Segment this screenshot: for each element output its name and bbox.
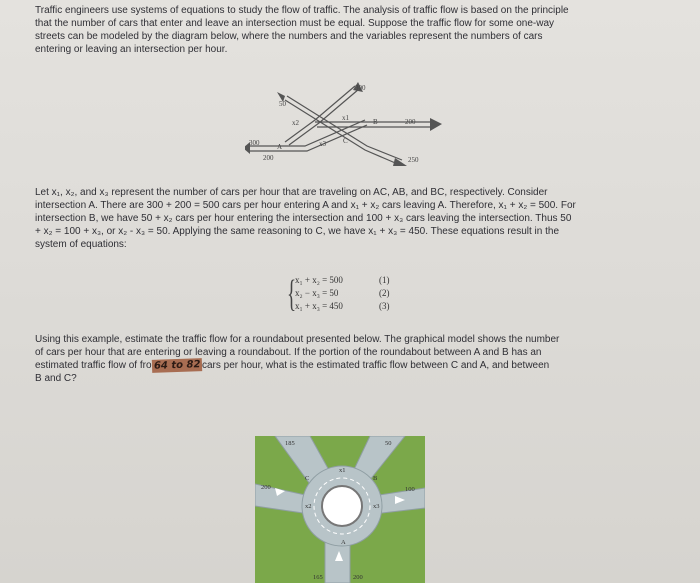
label-200-bottom-roundabout: 200 <box>353 574 363 581</box>
label-x2-roundabout: x2 <box>305 503 312 510</box>
question-line-2: of cars per hour that are entering or leaving a roundabout. If the portion of the roundabout between A and B has an <box>35 347 542 358</box>
explanation-line-1: Let x₁, x₂, and x₃ represent the number of cars per hour that are traveling on AC, AB, and BC, respectively. Consider <box>35 187 548 198</box>
label-x1-roundabout: x1 <box>339 467 346 474</box>
equation-3: x₁ + x₃ = 450 <box>295 301 343 311</box>
equation-1: x₁ + x₂ = 500 <box>295 275 343 285</box>
label-B-roundabout: B <box>373 475 378 482</box>
handwritten-annotation: 64 to 82 <box>151 358 202 373</box>
label-250: 250 <box>408 156 419 164</box>
question-line-3-end: cars per hour, what is the estimated traffic flow between C and A, and between <box>201 360 550 371</box>
label-B: B <box>373 118 378 126</box>
explanation-paragraph <box>35 186 655 251</box>
label-50-roundabout: 50 <box>385 440 392 447</box>
question-paragraph <box>35 333 660 385</box>
intro-line-4: entering or leaving an intersection per hour. <box>35 44 228 55</box>
label-200-left: 200 <box>261 484 271 491</box>
label-300-top: 300 <box>355 84 366 92</box>
explanation-line-3: intersection B, we have 50 + x₂ cars per hour entering the intersection and 100 + x₃ cars leaving the intersection. Thus 50 <box>35 213 572 224</box>
explanation-line-5: system of equations: <box>35 239 127 250</box>
label-100: 100 <box>405 486 415 493</box>
intersection-diagram <box>245 80 445 168</box>
equation-1-number: (1) <box>379 275 390 285</box>
roundabout-diagram <box>255 436 425 583</box>
equation-3-number: (3) <box>379 301 390 311</box>
roundabout-center <box>322 486 362 526</box>
label-x3: x3 <box>319 140 326 148</box>
label-C: C <box>343 137 348 145</box>
label-x1: x1 <box>342 114 349 122</box>
label-200-bottom: 200 <box>263 154 274 162</box>
explanation-line-2: intersection A. There are 300 + 200 = 500 cars per hour entering A and x₁ + x₂ cars leaving A. Therefore, x₁ + x₂ = 500. For <box>35 200 576 211</box>
intro-line-2: that the number of cars that enter and leave an intersection must be equal. Suppose the traffic flow for some one-way <box>35 18 554 29</box>
label-50: 50 <box>279 100 286 108</box>
label-C-roundabout: C <box>305 475 310 482</box>
label-200-right: 200 <box>405 118 416 126</box>
road-upper-left-diagonal <box>285 100 400 165</box>
equation-system <box>287 274 417 316</box>
intro-line-3: streets can be modeled by the diagram below, where the numbers and the variables represent the numbers of cars <box>35 31 543 42</box>
question-line-1: Using this example, estimate the traffic flow for a roundabout presented below. The graphical model shows the number <box>35 334 560 345</box>
label-x3-roundabout: x3 <box>373 503 380 510</box>
question-line-3 <box>35 359 660 372</box>
equation-2-number: (2) <box>379 288 390 298</box>
label-A: A <box>277 143 283 151</box>
label-185: 185 <box>285 440 295 447</box>
question-line-3-start: estimated traffic flow of fro <box>35 360 152 371</box>
brace-icon: { <box>287 273 297 315</box>
label-x2: x2 <box>292 119 299 127</box>
arrow-right <box>430 118 442 131</box>
label-A-roundabout: A <box>341 539 346 546</box>
label-165: 165 <box>313 574 323 581</box>
intro-paragraph <box>35 4 645 56</box>
explanation-line-4: + x₂ = 100 + x₃, or x₂ - x₃ = 50. Applying the same reasoning to C, we have x₁ + x₃ = 450. These equations result in the <box>35 226 560 237</box>
question-line-4: B and C? <box>35 373 77 384</box>
intro-line-1: Traffic engineers use systems of equations to study the flow of traffic. The analysis of traffic flow is based on the principle <box>35 5 569 16</box>
equation-2: x₂ − x₃ = 50 <box>295 288 339 298</box>
label-300-left: 300 <box>249 139 260 147</box>
